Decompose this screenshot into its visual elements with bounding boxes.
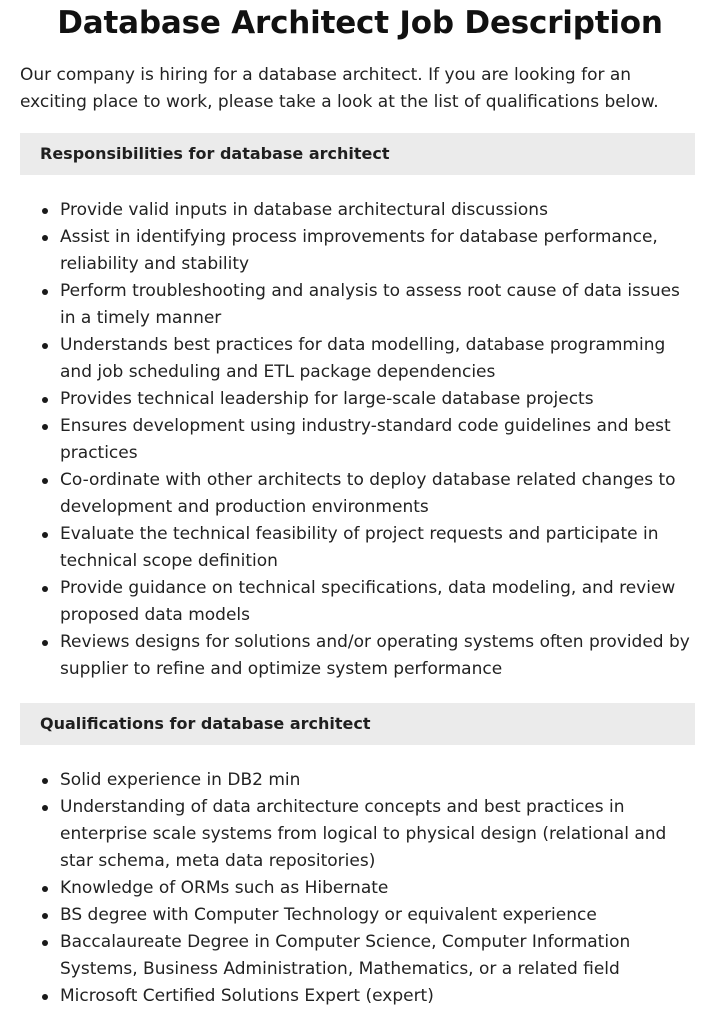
list-item — [20, 629, 696, 683]
list-item-text: Microsoft Certified Solutions Expert (expert) — [60, 986, 434, 1006]
list-item — [20, 902, 696, 929]
list-item-text: Co-ordinate with other architects to deploy database related changes to development and production environments — [60, 470, 676, 517]
responsibilities-header: Responsibilities for database architect — [20, 133, 695, 175]
bullet-icon — [42, 913, 48, 919]
bullet-icon — [42, 994, 48, 1000]
list-item — [20, 197, 696, 224]
bullet-icon — [42, 778, 48, 784]
list-item-text: Perform troubleshooting and analysis to assess root cause of data issues in a timely manner — [60, 281, 680, 328]
list-item — [20, 767, 696, 794]
bullet-icon — [42, 805, 48, 811]
responsibilities-list — [20, 197, 696, 683]
list-item-text: Provide guidance on technical specifications, data modeling, and review proposed data models — [60, 578, 676, 625]
list-item-text: Assist in identifying process improvements for database performance, reliability and stability — [60, 227, 658, 274]
bullet-icon — [42, 343, 48, 349]
list-item-text: Provide valid inputs in database architectural discussions — [60, 200, 548, 220]
list-item — [20, 278, 696, 332]
list-item-text: Solid experience in DB2 min — [60, 770, 301, 790]
list-item — [20, 575, 696, 629]
bullet-icon — [42, 208, 48, 214]
list-item-text: BS degree with Computer Technology or equivalent experience — [60, 905, 597, 925]
list-item-text: Evaluate the technical feasibility of project requests and participate in technical scope definition — [60, 524, 659, 571]
list-item-text: Reviews designs for solutions and/or operating systems often provided by supplier to refine and optimize system performance — [60, 632, 690, 679]
page-title: Database Architect Job Description — [57, 5, 663, 41]
list-item-text: Understanding of data architecture concepts and best practices in enterprise scale systems from logical to physical design (relational and star schema, meta data repositories) — [60, 797, 667, 871]
bullet-icon — [42, 640, 48, 646]
list-item-text: Baccalaureate Degree in Computer Science, Computer Information Systems, Business Administration, Mathematics, or a related field — [60, 932, 631, 979]
list-item — [20, 794, 696, 875]
list-item-text: Knowledge of ORMs such as Hibernate — [60, 878, 389, 898]
list-item — [20, 413, 696, 467]
intro-paragraph: Our company is hiring for a database architect. If you are looking for an exciting place to work, please take a look at the list of qualifications below. — [20, 65, 659, 112]
bullet-icon — [42, 886, 48, 892]
list-item — [20, 875, 696, 902]
list-item-text: Understands best practices for data modelling, database programming and job scheduling and ETL package dependencies — [60, 335, 666, 382]
list-item — [20, 332, 696, 386]
bullet-icon — [42, 478, 48, 484]
list-item-text: Ensures development using industry-standard code guidelines and best practices — [60, 416, 671, 463]
list-item — [20, 224, 696, 278]
list-item — [20, 929, 696, 983]
bullet-icon — [42, 424, 48, 430]
list-item — [20, 983, 696, 1010]
bullet-icon — [42, 235, 48, 241]
list-item — [20, 467, 696, 521]
bullet-icon — [42, 586, 48, 592]
list-item-text: Provides technical leadership for large-scale database projects — [60, 389, 594, 409]
qualifications-list — [20, 767, 696, 1010]
bullet-icon — [42, 289, 48, 295]
bullet-icon — [42, 940, 48, 946]
bullet-icon — [42, 532, 48, 538]
qualifications-header: Qualifications for database architect — [20, 703, 695, 745]
list-item — [20, 386, 696, 413]
bullet-icon — [42, 397, 48, 403]
list-item — [20, 521, 696, 575]
